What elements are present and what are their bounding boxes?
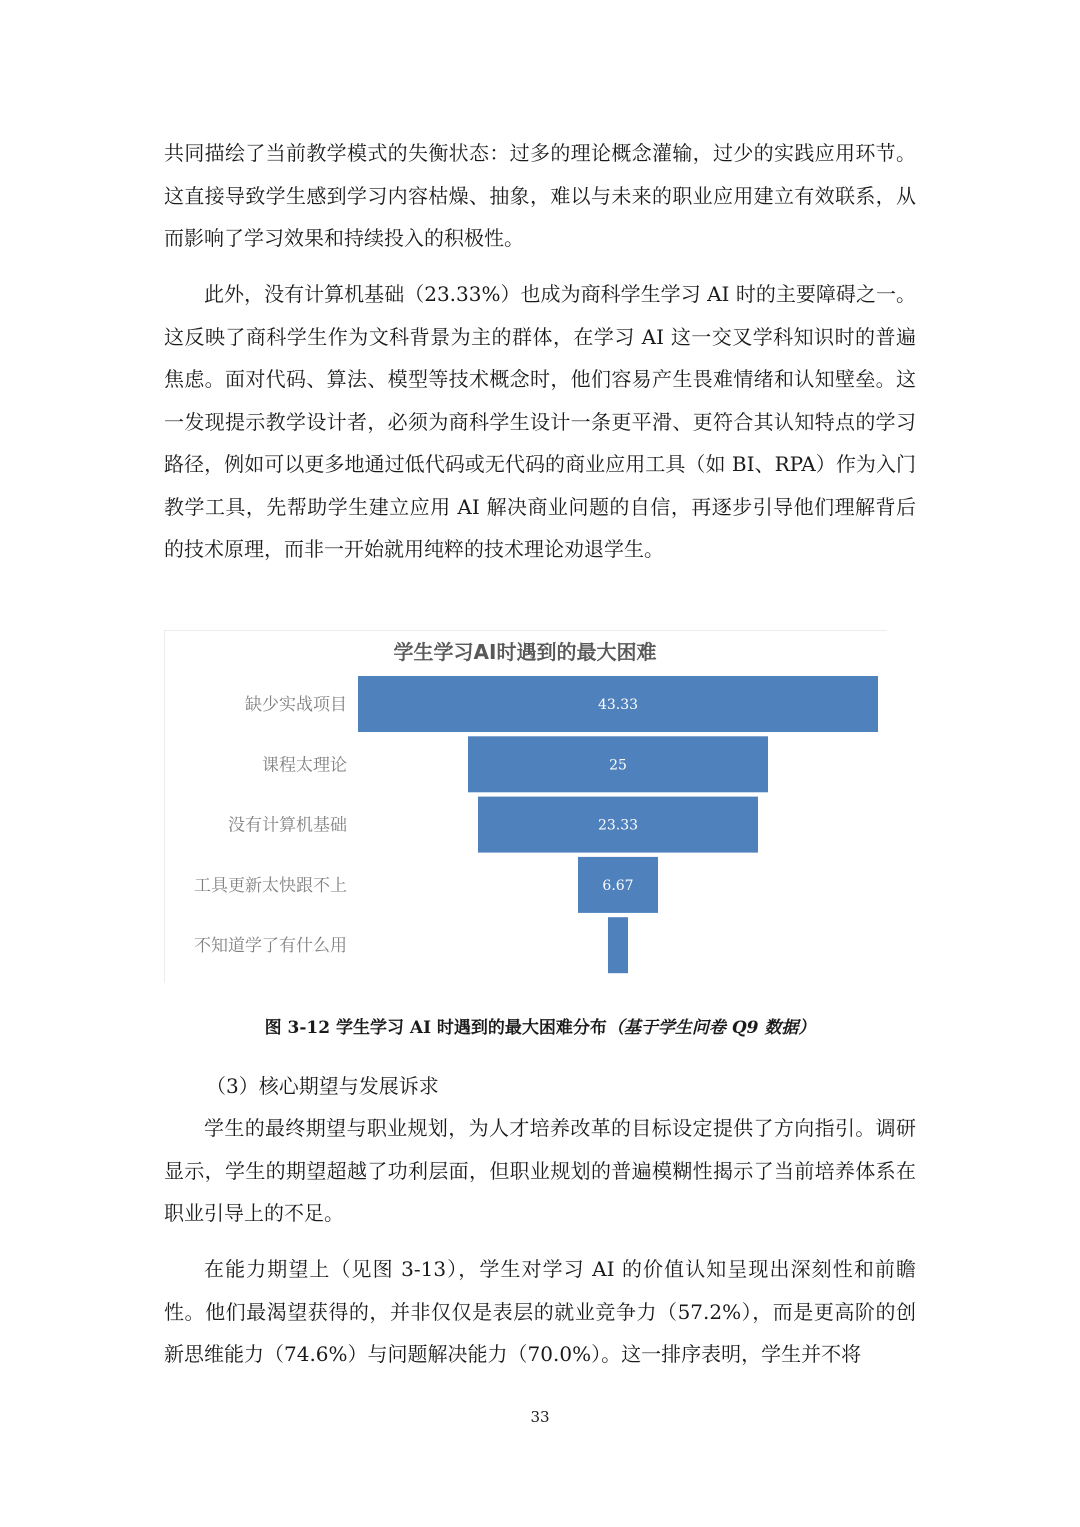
data-label: 6.67 [602,877,634,894]
caption-source: （基于学生问卷 Q9 数据） [606,1018,816,1038]
data-label: 43.33 [597,697,639,713]
funnel-chart-svg [165,631,887,983]
category-label: 没有计算机基础 [228,815,347,836]
funnel-bar [608,917,628,973]
category-label: 缺少实战项目 [245,695,347,715]
category-label: 课程太理论 [262,755,347,776]
category-label: 工具更新太快跟不上 [194,875,347,896]
caption-main: 图 3-12 学生学习 AI 时遇到的最大困难分布 [264,1018,607,1038]
paragraph-expectations: 学生的最终期望与职业规划，为人才培养改革的目标设定提供了方向指引。调研显示，学生的期望超越了功利层面，但职业规划的普遍模糊性揭示了当前培养体系在职业引导上的不足。 [164,1116,916,1225]
data-label: 25 [609,757,627,774]
figure-caption [164,1012,916,1044]
category-label: 不知道学了有什么用 [194,936,347,957]
paragraph-ability-expectations: 在能力期望上（见图 3-13），学生对学习 AI 的价值认知呈现出深刻性和前瞻性。他们最渴望获得的，并非仅仅是表层的就业竞争力（57.2%），而是更高阶的创新思维能力（74.6%）与问题解决能力（70.0%）。这一排序表明，学生并不将 [164,1257,916,1366]
page-number: 33 [530,1408,550,1426]
section-subheading: （3）核心期望与发展诉求 [206,1074,439,1098]
paragraph-computer-foundation: 此外，没有计算机基础（23.33%）也成为商科学生学习 AI 时的主要障碍之一。这反映了商科学生作为文科背景为主的群体，在学习 AI 这一交叉学科知识时的普遍焦虑。面对代码、算法、模型等技术概念时，他们容易产生畏难情绪和认知壁垒。这一发现提示教学设计者，必须为商科学生设计一条更平滑、更符合其认知特点的学习路径，例如可以更多地通过低代码或无代码的商业应用工具（如 BI、RPA）作为入门教学工具，先帮助学生建立应用 AI 解决商业问题的自信，再逐步引导他们理解背后的技术原理，而非一开始就用纯粹的技术理论劝退学生。 [164,282,916,561]
funnel-chart [164,630,887,983]
paragraph-intro: 共同描绘了当前教学模式的失衡状态：过多的理论概念灌输，过少的实践应用环节。这直接导致学生感到学习内容枯燥、抽象，难以与未来的职业应用建立有效联系，从而影响了学习效果和持续投入的积极性。 [164,141,916,250]
chart-title: 学生学习AI时遇到的最大困难 [393,640,657,664]
data-label: 23.33 [597,817,639,834]
